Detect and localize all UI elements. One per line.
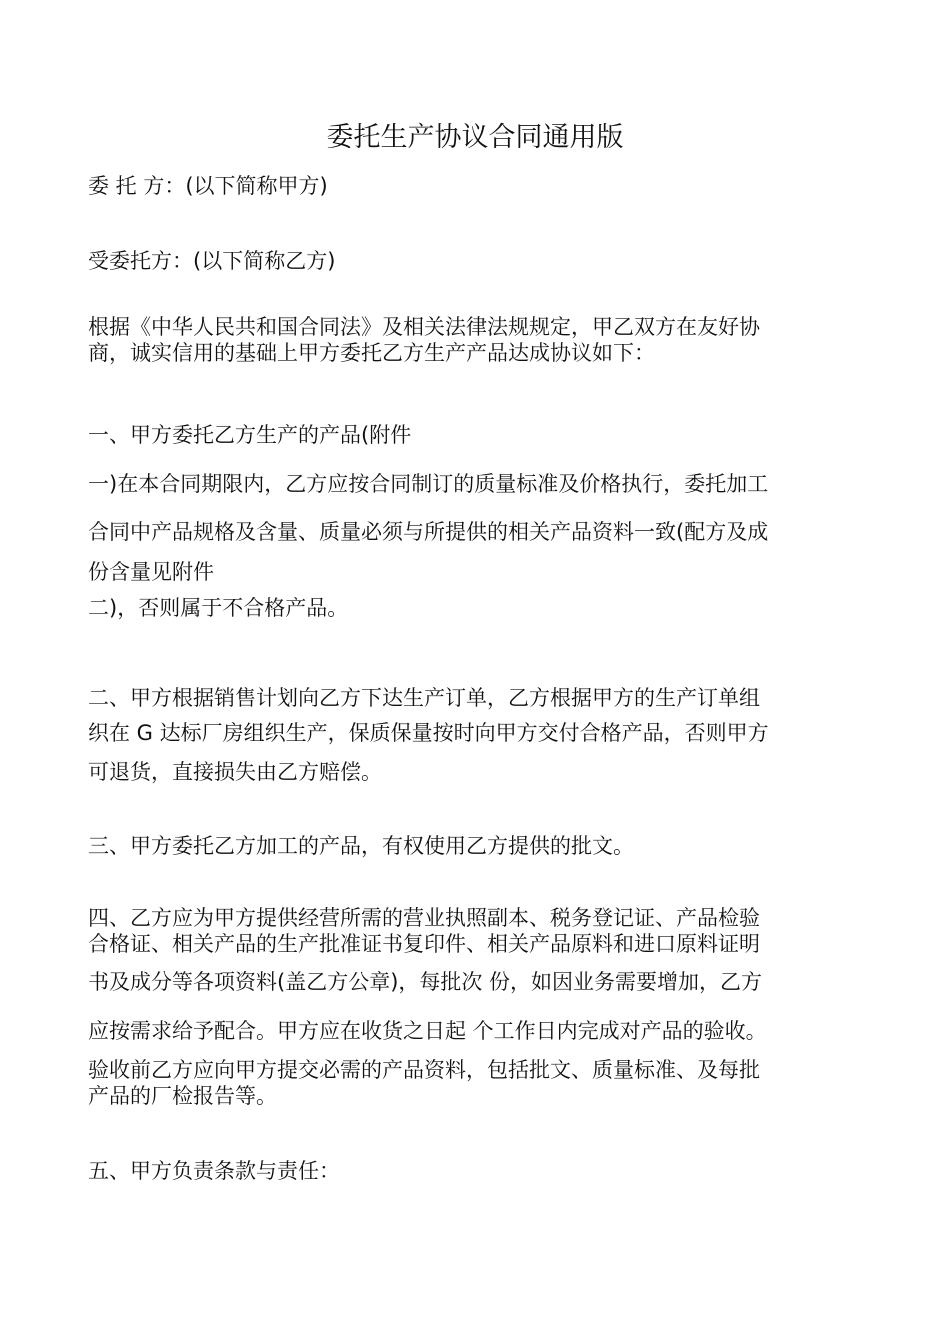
- clause-2-line-1: 二、甲方根据销售计划向乙方下达生产订单，乙方根据甲方的生产订单组: [88, 686, 760, 710]
- clause-1-line-1: 一、甲方委托乙方生产的产品(附件: [88, 423, 412, 447]
- text-line: 产品的厂检报告等。: [88, 1084, 277, 1108]
- party-b-line: 受委托方：(以下简称乙方): [88, 249, 336, 273]
- clause-1-line-3: 合同中产品规格及含量、质量必须与所提供的相关产品资料一致(配方及成: [88, 520, 769, 544]
- party-a-line: 委 托 方：(以下简称甲方): [88, 174, 328, 198]
- text-line: 验收前乙方应向甲方提交必需的产品资料，包括批文、质量标准、及每批: [88, 1058, 760, 1082]
- clause-3-line-1: 三、甲方委托乙方加工的产品，有权使用乙方提供的批文。: [88, 834, 634, 858]
- clause-2-line-3: 可退货，直接损失由乙方赔偿。: [88, 760, 382, 784]
- clause-5-line-1: 五、甲方负责条款与责任：: [88, 1159, 340, 1183]
- clause-4-line-3: 书及成分等各项资料(盖乙方公章)，每批次 份，如因业务需要增加，乙方: [88, 970, 763, 994]
- clause-2-line-2: 织在 G 达标厂房组织生产，保质保量按时向甲方交付合格产品，否则甲方: [88, 721, 769, 745]
- clause-1-line-5: 二)，否则属于不合格产品。: [88, 596, 349, 620]
- clause-1-line-4: 份含量见附件: [88, 560, 214, 584]
- document-title: 委托生产协议合同通用版: [326, 122, 624, 153]
- text-line: 商，诚实信用的基础上甲方委托乙方生产产品达成协议如下：: [88, 341, 655, 365]
- preamble-paragraph: [88, 314, 868, 366]
- text-line: 根据《中华人民共和国合同法》及相关法律法规规定，甲乙双方在友好协: [88, 315, 760, 339]
- clause-4-paragraph-b: [88, 1057, 868, 1109]
- clause-4-line-4: 应按需求给予配合。甲方应在收货之日起 个工作日内完成对产品的验收。: [88, 1019, 767, 1043]
- text-line: 合格证、相关产品的生产批准证书复印件、相关产品原料和进口原料证明: [88, 932, 760, 956]
- text-line: 四、乙方应为甲方提供经营所需的营业执照副本、税务登记证、产品检验: [88, 906, 760, 930]
- clause-4-paragraph-a: [88, 905, 868, 957]
- clause-1-line-2: 一)在本合同期限内，乙方应按合同制订的质量标准及价格执行，委托加工: [88, 472, 769, 496]
